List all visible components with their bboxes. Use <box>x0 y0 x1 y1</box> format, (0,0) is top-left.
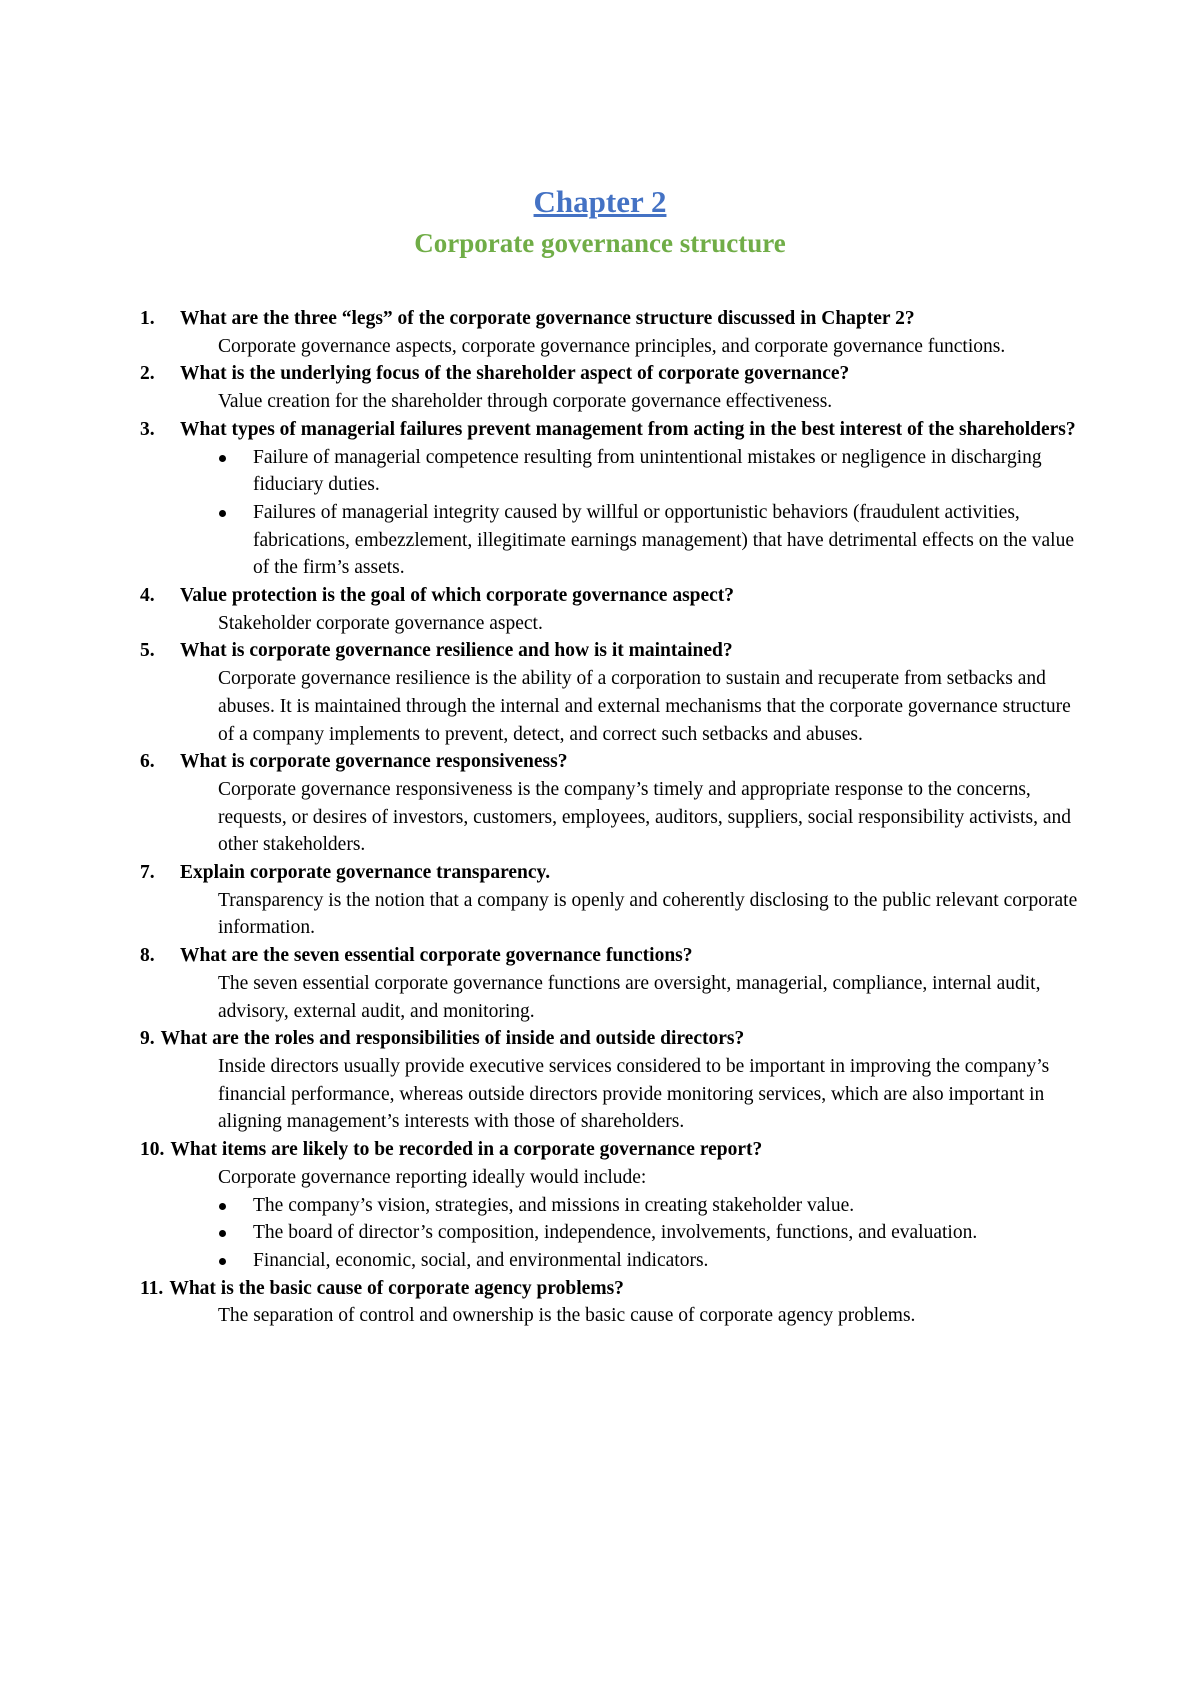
answer-text: Corporate governance resilience is the ability of a corporation to sustain and recuperate from setbacks and abuses. It is maintained through the internal and external mechanisms that the corporate governance structure of a company implements to prevent, detect, and correct such setbacks and abuses. <box>218 668 1071 745</box>
answer-text: The seven essential corporate governance functions are oversight, managerial, compliance, internal audit, advisory, external audit, and monitoring. <box>218 972 1041 1022</box>
question-text: What is corporate governance resilience and how is it maintained? <box>180 640 733 662</box>
question-number: 2. <box>140 363 155 385</box>
question-heading <box>140 360 1080 388</box>
bullet-icon <box>218 499 253 582</box>
question-heading <box>140 748 1080 776</box>
answer-text: Stakeholder corporate governance aspect. <box>218 612 543 634</box>
bullet-text: The board of director’s composition, independence, involvements, functions, and evaluation. <box>253 1222 978 1244</box>
question-list <box>140 305 1080 1330</box>
question-heading <box>140 1136 1080 1164</box>
question-number: 9. <box>140 1028 155 1050</box>
answer-text: Inside directors usually provide executive services considered to be important in improving the company’s financial performance, whereas outside directors provide monitoring services, which are also important in aligning management’s interests with those of shareholders. <box>218 1055 1050 1133</box>
bullet-text: The company’s vision, strategies, and missions in creating stakeholder value. <box>253 1194 855 1216</box>
question-text: What are the roles and responsibilities of inside and outside directors? <box>160 1028 745 1050</box>
question-number: 8. <box>140 945 155 967</box>
question-item-10 <box>140 1136 1080 1275</box>
chapter-title: Chapter 2 <box>533 184 667 219</box>
question-item-1 <box>140 305 1080 360</box>
question-text: What types of managerial failures prevent management from acting in the best interest of the shareholders? <box>180 418 1076 440</box>
question-number: 6. <box>140 751 155 773</box>
answer-text: The separation of control and ownership is the basic cause of corporate agency problems. <box>218 1305 916 1327</box>
question-heading <box>140 582 1080 610</box>
question-number: 10. <box>140 1139 165 1161</box>
question-item-4 <box>140 582 1080 637</box>
bullet-icon <box>218 1219 253 1247</box>
bullet-item <box>140 1247 1080 1275</box>
question-item-9 <box>140 1025 1080 1136</box>
question-item-7 <box>140 859 1080 942</box>
question-item-11 <box>140 1275 1080 1330</box>
bullet-item <box>140 1192 1080 1220</box>
question-heading <box>140 305 1080 333</box>
question-heading <box>140 859 1080 887</box>
bullet-item <box>140 1219 1080 1247</box>
question-heading <box>140 1275 1080 1303</box>
question-heading <box>140 942 1080 970</box>
question-text: What is the underlying focus of the shareholder aspect of corporate governance? <box>180 363 850 385</box>
bullet-text: Failure of managerial competence resulting from unintentional mistakes or negligence in discharging fiduciary duties. <box>253 446 1042 496</box>
question-text: What is the basic cause of corporate agency problems? <box>169 1277 624 1299</box>
question-text: What is corporate governance responsiveness? <box>180 751 568 773</box>
bullet-icon <box>218 1247 253 1275</box>
question-item-5 <box>140 637 1080 748</box>
chapter-subtitle: Corporate governance structure <box>414 228 786 258</box>
bullet-text: Financial, economic, social, and environmental indicators. <box>253 1249 709 1271</box>
question-number: 1. <box>140 308 155 329</box>
question-text: Value protection is the goal of which corporate governance aspect? <box>180 585 735 607</box>
question-heading <box>140 637 1080 665</box>
question-text: What are the seven essential corporate governance functions? <box>180 945 693 967</box>
question-number: 5. <box>140 640 155 662</box>
question-number: 3. <box>140 418 155 440</box>
question-number: 11. <box>140 1277 164 1299</box>
question-item-3 <box>140 416 1080 582</box>
answer-text: Corporate governance responsiveness is the company’s timely and appropriate response to the concerns, requests, or desires of investors, customers, employees, auditors, suppliers, social responsibility activists, and other stakeholders. <box>218 778 1071 856</box>
bullet-item <box>140 499 1080 582</box>
answer-bullet-list <box>140 444 1080 583</box>
bullet-text: Failures of managerial integrity caused by willful or opportunistic behaviors (fraudulent activities, fabrications, embezzlement, illegitimate earnings management) that have detrimental effects on the value of the firm’s assets. <box>253 501 1075 579</box>
answer-text: Corporate governance reporting ideally would include: <box>218 1166 647 1188</box>
bullet-icon <box>218 444 253 499</box>
question-item-2 <box>140 360 1080 415</box>
answer-text: Corporate governance aspects, corporate governance principles, and corporate governance functions. <box>218 335 1006 357</box>
question-heading <box>140 416 1080 444</box>
question-text: What are the three “legs” of the corporate governance structure discussed in Chapter 2? <box>180 308 915 329</box>
answer-text: Value creation for the shareholder through corporate governance effectiveness. <box>218 391 833 413</box>
answer-bullet-list <box>140 1192 1080 1275</box>
question-item-8 <box>140 942 1080 1025</box>
question-number: 4. <box>140 585 155 607</box>
question-item-6 <box>140 748 1080 859</box>
bullet-icon <box>218 1192 253 1220</box>
question-heading <box>140 1025 1080 1053</box>
question-text: Explain corporate governance transparency. <box>180 862 551 884</box>
bullet-item <box>140 444 1080 499</box>
question-text: What items are likely to be recorded in a corporate governance report? <box>170 1139 763 1161</box>
question-number: 7. <box>140 862 155 884</box>
answer-text: Transparency is the notion that a company is openly and coherently disclosing to the public relevant corporate information. <box>218 889 1078 939</box>
